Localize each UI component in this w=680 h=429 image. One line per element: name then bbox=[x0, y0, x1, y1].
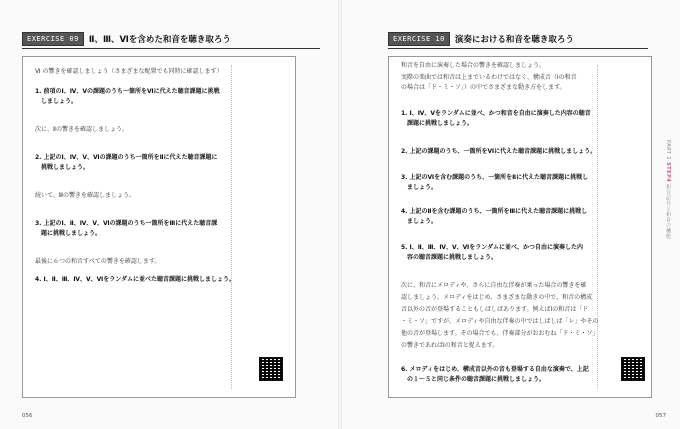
exercise-task-line: 4. 上記のⅡを含む課題のうち、一箇所をⅢに代えた聴音課題に挑戦し bbox=[401, 208, 588, 215]
answer-divider bbox=[231, 65, 232, 389]
instruction-line: 実際の楽曲では和音は上までいるわけではなく、構成音（Ⅰの和音 bbox=[401, 74, 577, 81]
exercise-header bbox=[388, 30, 574, 48]
exercise-task-line: 容の聴音課題に挑戦しましょう。 bbox=[401, 254, 498, 261]
exercise-task-line: ましょう。 bbox=[401, 218, 438, 225]
instruction-line: 認しましょう。メロディをはじめ、さまざまな動きの中で、和音の構成 bbox=[401, 294, 593, 301]
instruction-line: 最後に６つの和音すべての響きを確認します。 bbox=[35, 258, 161, 265]
side-label-part: PART 2 bbox=[665, 140, 671, 161]
page-number: 057 bbox=[655, 413, 666, 419]
instruction-line: 他の音が登場します。その場合でも、伴奏部分がおおむね「ド・ミ・ソ」 bbox=[401, 330, 599, 337]
exercise-tag: EXERCISE 09 bbox=[22, 32, 84, 46]
exercise-task-line: 題に挑戦しましょう。 bbox=[35, 230, 102, 237]
page-number: 056 bbox=[22, 413, 33, 419]
qr-code[interactable] bbox=[621, 357, 645, 381]
exercise-task-line: 1. 前項のⅠ、Ⅳ、Ⅴの課題のうち一箇所をⅥに代えた聴音課題に挑戦 bbox=[35, 88, 220, 95]
answer-divider bbox=[597, 65, 598, 389]
exercise-task-line: 5. Ⅰ、Ⅱ、Ⅲ、Ⅳ、Ⅴ、Ⅵをランダムに並べ、かつ自由に演奏した内 bbox=[401, 244, 583, 251]
exercise-task-line: ましょう。 bbox=[401, 184, 438, 191]
exercise-task-line: 挑戦しましょう。 bbox=[35, 164, 90, 171]
exercise-box bbox=[22, 56, 296, 398]
exercise-task-line: 1. Ⅰ、Ⅳ、Ⅴをランダムに並べ、かつ和音を自由に演奏した内容の聴音 bbox=[401, 110, 591, 117]
instruction-line: Ⅵ の響きを確認しましょう（さまざまな配置でも同時に確認します） bbox=[35, 68, 223, 75]
side-index-label bbox=[665, 140, 672, 239]
instruction-line: 次に、和音にメロディや、さらに自由な伴奏が乗った場合の響きを確 bbox=[401, 282, 587, 289]
exercise-task-line: の１～５と同じ条件の聴音課題に挑戦しましょう。 bbox=[401, 376, 546, 383]
exercise-task-line: 3. 上記のⅥを含む課題のうち、一箇所をⅡに代えた聴音課題に挑戦し bbox=[401, 174, 589, 181]
exercise-tag: EXERCISE 10 bbox=[388, 32, 450, 46]
exercise-box bbox=[388, 56, 652, 398]
exercise-task-line: 課題に挑戦しましょう。 bbox=[401, 120, 474, 127]
qr-code[interactable] bbox=[259, 357, 283, 381]
exercise-task-line: 2. 上記のⅠ、Ⅳ、Ⅴ、Ⅵの課題のうち一箇所をⅡに代えた聴音課題に bbox=[35, 154, 218, 161]
exercise-task-line: 3. 上記のⅠ、Ⅱ、Ⅳ、Ⅴ、Ⅵの課題のうち一箇所をⅢに代えた聴音課 bbox=[35, 220, 218, 227]
side-label-title: 和音記号と和音の機能 bbox=[665, 184, 671, 240]
instruction-line: 続いて、Ⅲの響きを確認しましょう。 bbox=[35, 192, 136, 199]
instruction-line: の場合は「ド・ミ・ソ」）の中でさまざまな動き方をします。 bbox=[401, 84, 566, 91]
exercise-header bbox=[22, 30, 231, 48]
exercise-title: 演奏における和音を聴き取ろう bbox=[454, 35, 574, 45]
exercise-task-line: 4. Ⅰ、Ⅱ、Ⅲ、Ⅳ、Ⅴ、Ⅵをランダムに並べた聴音課題に挑戦しましょう。 bbox=[35, 276, 235, 283]
exercise-task-line: 2. 上記の課題のうち、一箇所をⅥに代えた聴音課題に挑戦しましょう。 bbox=[401, 148, 597, 155]
left-page bbox=[0, 0, 338, 429]
exercise-task-line: 6. メロディをはじめ、構成音以外の音も登場する自由な演奏で、上記 bbox=[401, 366, 589, 373]
instruction-line: 音以外の音が登場することもしばしばあります。例えばⅠの和音は「ド bbox=[401, 306, 589, 313]
instruction-line: の響きであればⅠの和音と捉えます。 bbox=[401, 342, 499, 349]
exercise-title: Ⅱ、Ⅲ、Ⅵを含めた和音を聴き取ろう bbox=[88, 35, 231, 45]
instruction-line: ・ミ・ソ」ですが、メロディや自由な伴奏の中ではしばしば「レ」やその bbox=[401, 318, 599, 325]
instruction-line: 次に、Ⅱの響きを確認しましょう。 bbox=[35, 126, 128, 133]
exercise-task-line: しましょう。 bbox=[35, 98, 78, 105]
side-label-step: STEP4 bbox=[665, 162, 671, 183]
instruction-line: 和音を自由に演奏した場合の響きを確認しましょう。 bbox=[401, 62, 546, 69]
header-rule bbox=[388, 48, 648, 49]
header-rule bbox=[22, 48, 320, 49]
right-page bbox=[342, 0, 680, 429]
